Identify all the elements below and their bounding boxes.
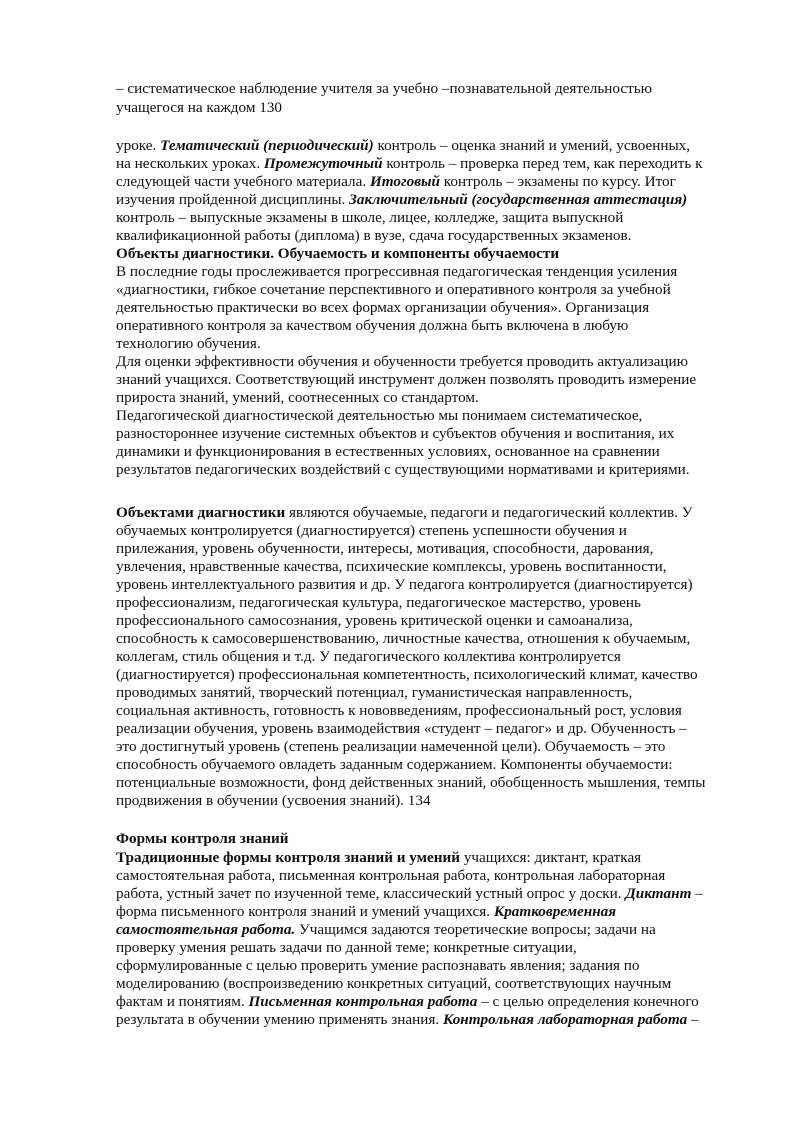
- text-line: [116, 939, 577, 957]
- text-line: [116, 903, 616, 921]
- text-run: профессионального самосознания, уровень критической оценки и самоанализа,: [116, 612, 633, 629]
- text-run: самостоятельная работа, письменная контрольная работа, контрольная лабораторная: [116, 867, 666, 884]
- text-run: потенциальные возможности, фонд действенных знаний, обобщенность мышления, темпы: [116, 774, 706, 791]
- text-run: профессионализм, педагогическая культура, педагогическое мастерство, уровень: [116, 594, 641, 611]
- text-run: (диагностируется) профессиональная компетентность, психологический климат, качество: [116, 666, 698, 683]
- text-run: продвижения в обучении (усвоения знаний). 134: [116, 792, 431, 809]
- text-run: контроль – экзамены по курсу. Итог: [439, 173, 676, 190]
- bold-term: Традиционные формы контроля знаний и умений: [116, 849, 461, 866]
- text-line: [116, 702, 682, 720]
- text-line: [116, 648, 621, 666]
- text-line: [116, 792, 431, 810]
- text-line: [116, 80, 652, 98]
- text-run: разностороннее изучение системных объектов и субъектов обучения и воспитания, их: [116, 425, 675, 442]
- text-line: [116, 263, 677, 281]
- text-line: [116, 957, 640, 975]
- text-line: [116, 425, 674, 443]
- text-run: форма письменного контроля знаний и умений учащихся.: [116, 903, 494, 920]
- text-run: следующей части учебного материала.: [116, 173, 370, 190]
- text-run: Для оценки эффективности обучения и обученности требуется проводить актуализацию: [116, 353, 689, 370]
- text-line: [116, 461, 690, 479]
- bold-term: Формы контроля знаний: [116, 830, 289, 847]
- emphasized-term: Тематический (периодический): [160, 137, 374, 154]
- text-run: –: [687, 1011, 699, 1028]
- text-run: реализации обучения, уровень взаимодействия «студент – педагог» и др. Обученность –: [116, 720, 687, 737]
- text-run: –: [691, 885, 703, 902]
- text-run: знаний учащихся. Соответствующий инструмент должен позволять проводить измерение: [116, 371, 697, 388]
- text-run: результата в обучении умению применять знания.: [116, 1011, 443, 1028]
- text-line: [116, 191, 687, 209]
- text-run: сформулированные с целью проверить умение распознавать явления; задания по: [116, 957, 640, 974]
- text-run: динамики и функционирования в естественных условиях, основанное на сравнении: [116, 443, 660, 460]
- text-run: учащихся: диктант, краткая: [460, 849, 642, 866]
- text-line: [116, 630, 690, 648]
- text-run: Учащимся задаются теоретические вопросы; задачи на: [295, 921, 656, 938]
- text-run: коллегам, стиль общения и т.д. У педагогического коллектива контролируется: [116, 648, 621, 665]
- text-line: [116, 756, 673, 774]
- text-line: [116, 612, 633, 630]
- text-line: [116, 317, 628, 335]
- text-line: [116, 443, 660, 461]
- text-run: уровень интеллектуального развития и др. У педагога контролируется (диагностируется): [116, 576, 693, 593]
- text-line: [116, 666, 698, 684]
- text-line: [116, 738, 665, 756]
- text-line: [116, 830, 288, 848]
- text-run: контроль – проверка перед тем, как переходить к: [382, 155, 703, 172]
- text-run: оперативного контроля за качеством обучения должна быть включена в любую: [116, 317, 629, 334]
- text-line: [116, 209, 623, 227]
- text-run: В последние годы прослеживается прогрессивная педагогическая тенденция усиления: [116, 263, 678, 280]
- text-run: деятельностью практически во всех формах организации обучения». Организация: [116, 299, 650, 316]
- text-line: [116, 558, 667, 576]
- text-run: прилежания, уровень обученности, интересы, мотивация, способности, дарования,: [116, 540, 654, 557]
- text-line: [116, 353, 688, 371]
- text-line: [116, 335, 261, 353]
- text-line: [116, 594, 641, 612]
- text-run: фактам и понятиям.: [116, 993, 249, 1010]
- text-run: проводимых занятий, творческий потенциал, гуманистическая направленность,: [116, 684, 633, 701]
- emphasized-term: Кратковременная: [493, 903, 617, 920]
- text-run: результатов педагогических воздействий с существующими нормативами и критериями.: [116, 461, 690, 478]
- text-line: [116, 684, 632, 702]
- text-line: [116, 371, 696, 389]
- emphasized-term: Итоговый: [369, 173, 440, 190]
- text-run: изучения пройденной дисциплины.: [116, 191, 350, 208]
- text-line: [116, 173, 676, 191]
- text-run: это достигнутый уровень (степень реализации намеченной цели). Обучаемость – это: [116, 738, 666, 755]
- text-line: [116, 155, 703, 173]
- text-line: [116, 849, 641, 867]
- text-line: [116, 137, 690, 155]
- emphasized-term: Промежуточный: [263, 155, 383, 172]
- text-run: на нескольких уроках.: [116, 155, 264, 172]
- text-run: – с целью определения конечного: [477, 993, 699, 1010]
- text-run: уроке.: [116, 137, 161, 154]
- text-line: [116, 975, 671, 993]
- text-line: [116, 576, 693, 594]
- emphasized-term: Письменная контрольная работа: [248, 993, 478, 1010]
- text-line: [116, 227, 631, 245]
- text-run: проверку умения решать задачи по данной теме; конкретные ситуации,: [116, 939, 577, 956]
- text-run: технологию обучения.: [116, 335, 261, 352]
- text-run: социальная активность, готовность к нововведениям, профессиональный рост, условия: [116, 702, 682, 719]
- text-line: [116, 99, 282, 117]
- text-run: квалификационной работы (диплома) в вузе, сдача государственных экзаменов.: [116, 227, 632, 244]
- bold-term: Объекты диагностики. Обучаемость и компоненты обучаемости: [116, 245, 560, 262]
- text-line: [116, 774, 705, 792]
- text-run: «диагностики, гибкое сочетание перспективного и оперативного контроля за учебной: [116, 281, 671, 298]
- text-run: являются обучаемые, педагоги и педагогический коллектив. У: [285, 504, 693, 521]
- text-line: [116, 993, 699, 1011]
- text-run: учащегося на каждом 130: [116, 99, 283, 116]
- text-run: контроль – оценка знаний и умений, усвоенных,: [373, 137, 691, 154]
- text-run: способность обучаемого овладеть заданным содержанием. Компоненты обучаемости:: [116, 756, 673, 773]
- text-run: – систематическое наблюдение учителя за учебно –познавательной деятельностью: [116, 80, 653, 97]
- text-run: способность к самосовершенствованию, личностные качества, отношения к обучаемым,: [116, 630, 691, 647]
- emphasized-term: самостоятельная работа.: [116, 921, 296, 938]
- text-line: [116, 720, 687, 738]
- text-run: моделированию (воспроизведению конкретных ситуаций, соответствующих научным: [116, 975, 672, 992]
- text-run: обучаемых контролируется (диагностируется) степень успешности обучения и: [116, 522, 627, 539]
- text-line: [116, 540, 653, 558]
- text-run: контроль – выпускные экзамены в школе, лицее, колледже, защита выпускной: [116, 209, 624, 226]
- text-line: [116, 299, 649, 317]
- text-line: [116, 407, 642, 425]
- text-line: [116, 504, 693, 522]
- emphasized-term: Диктант: [625, 885, 692, 902]
- text-run: работа, устный зачет по изученной теме, классический устный опрос у доски.: [116, 885, 626, 902]
- text-line: [116, 867, 665, 885]
- emphasized-term: Заключительный (государственная аттестация): [349, 191, 688, 208]
- bold-term: Объектами диагностики: [116, 504, 286, 521]
- text-line: [116, 1011, 699, 1029]
- text-run: прироста знаний, умений, соотнесенных со стандартом.: [116, 389, 479, 406]
- text-line: [116, 281, 671, 299]
- text-line: [116, 522, 627, 540]
- text-line: [116, 245, 559, 263]
- text-line: [116, 885, 703, 903]
- text-line: [116, 389, 479, 407]
- text-run: Педагогической диагностической деятельностью мы понимаем систематическое,: [116, 407, 643, 424]
- text-run: увлечения, нравственные качества, психические комплексы, уровень воспитанности,: [116, 558, 667, 575]
- emphasized-term: Контрольная лабораторная работа: [442, 1011, 688, 1028]
- text-line: [116, 921, 656, 939]
